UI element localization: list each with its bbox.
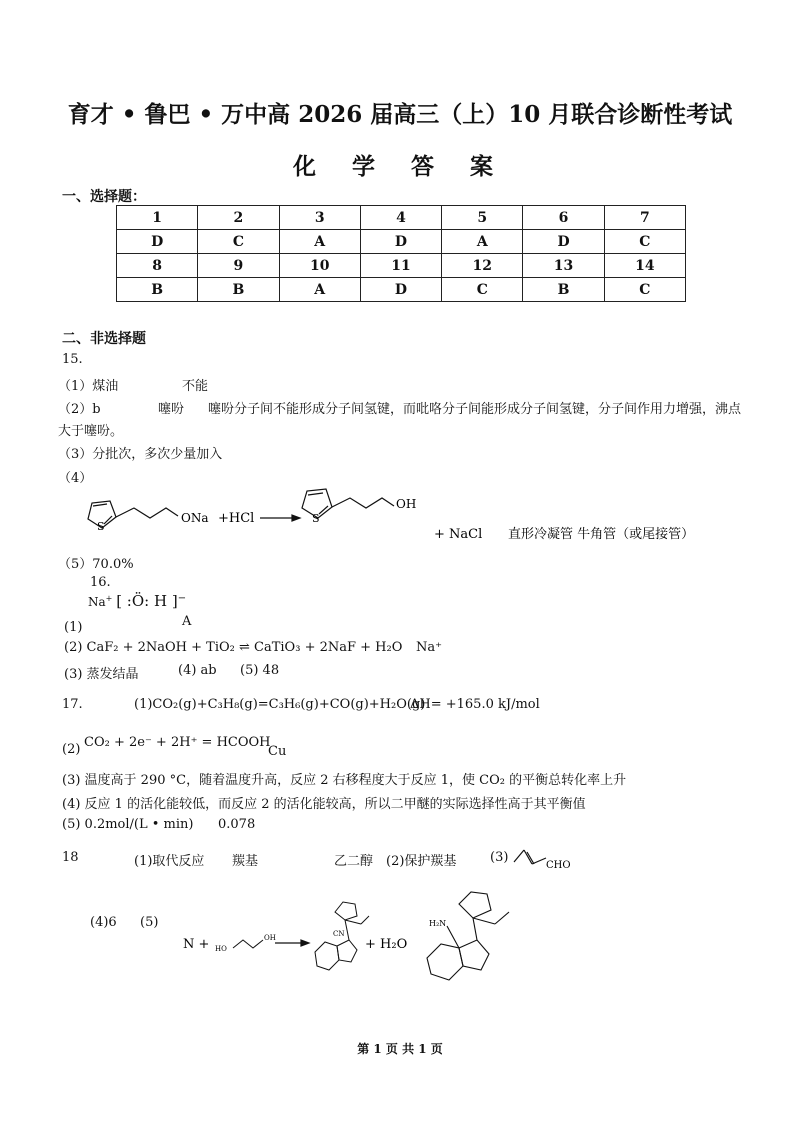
table-cell: 11: [360, 254, 441, 278]
q15-answer-2: （2）b: [58, 402, 101, 417]
q15-answer-2d: 大于噻吩。: [58, 424, 124, 439]
n-plus-label: N +: [183, 937, 210, 952]
table-cell: B: [523, 278, 604, 302]
table-cell: 1: [117, 206, 198, 230]
q17-answer-2c: Cu: [268, 744, 287, 759]
q15-answer-2b: 噻吩: [158, 402, 185, 417]
table-cell: A: [279, 278, 360, 302]
q16-answer-4: (4) ab: [178, 663, 217, 678]
table-row: [117, 254, 686, 278]
electron-formula: [88, 592, 186, 610]
q18-answer-5: (5): [140, 915, 159, 930]
table-cell: A: [442, 230, 523, 254]
reaction-arrow: [260, 515, 300, 521]
q15-answer-1b: 不能: [182, 379, 209, 394]
q18-answer-2: (2)保护羰基: [386, 854, 457, 869]
q18-synthesis-scheme: [175, 890, 645, 1000]
q17-answer-5: (5) 0.2mol/(L • min): [62, 817, 194, 832]
table-cell: 4: [360, 206, 441, 230]
section1-label: 一、选择题：: [62, 189, 146, 205]
q18-answer-3: (3): [490, 850, 509, 865]
table-cell: 3: [279, 206, 360, 230]
q18-answer-1: (1)取代反应: [134, 854, 205, 869]
h2n-label: H₂N: [429, 919, 447, 928]
water-label: + H₂O: [365, 937, 408, 952]
q15-answer-1: （1）煤油: [58, 379, 119, 394]
sodium-symbol: Na: [88, 595, 106, 609]
table-cell: 12: [442, 254, 523, 278]
oh-label: OH: [396, 497, 417, 511]
table-cell: D: [117, 230, 198, 254]
table-cell: 9: [198, 254, 279, 278]
table-cell: D: [360, 230, 441, 254]
table-cell: 14: [604, 254, 685, 278]
q18-answer-4: (4)6: [90, 915, 117, 930]
sodium-charge: +: [105, 594, 113, 603]
ona-label: ONa: [181, 511, 209, 525]
thiophene-s-label-1: S: [97, 520, 105, 533]
q16-answer-1: (1): [64, 620, 83, 635]
q17-answer-4: (4) 反应 1 的活化能较低，而反应 2 的活化能较高，所以二甲醚的实际选择性高于其平衡值: [62, 797, 586, 812]
hcl-label: +HCl: [218, 511, 255, 526]
table-cell: C: [604, 278, 685, 302]
table-row: [117, 230, 686, 254]
table-cell: A: [279, 230, 360, 254]
q16-answer-3: (3) 蒸发结晶: [64, 667, 139, 682]
q16-answer-1b: A: [182, 614, 192, 629]
q15-answer-2c: 噻吩分子间不能形成分子间氢键，而吡咯分子间能形成分子间氢键，分子间作用力增强，沸点: [208, 402, 742, 417]
amine-product-structure: [427, 892, 509, 980]
q15-reaction-scheme: [60, 480, 760, 550]
cn-label: CN: [333, 930, 345, 938]
thiophene-s-label-2: S: [312, 512, 320, 525]
hydroxide-charge: −: [177, 593, 187, 604]
q18-answer-1c: 乙二醇: [334, 854, 374, 869]
table-cell: 8: [117, 254, 198, 278]
table-cell: D: [360, 278, 441, 302]
table-cell: 7: [604, 206, 685, 230]
ho-label: HO: [215, 945, 227, 953]
page-footer: 第 1 页 共 1 页: [357, 1042, 443, 1056]
q17-answer-1: (1)CO₂(g)+C₃H₈(g)=C₃H₆(g)+CO(g)+H₂O(g): [134, 697, 426, 712]
q17-answer-2: (2): [62, 742, 81, 757]
q18-aldehyde-structure: [510, 838, 590, 878]
table-cell: 5: [442, 206, 523, 230]
q16-answer-5: (5) 48: [240, 663, 280, 678]
q18-answer-1b: 羰基: [232, 854, 259, 869]
oh-label-2: OH: [264, 934, 276, 942]
q15-answer-4: （4）: [58, 471, 93, 486]
table-cell: B: [198, 278, 279, 302]
q15-answer-5: （5）70.0%: [58, 557, 134, 572]
nacl-label: + NaCl: [434, 527, 483, 542]
hydroxide-structure: [ :Ö: H ]: [116, 592, 178, 610]
q18-number: 18: [62, 850, 79, 865]
q17-answer-1b: ΔH= +165.0 kJ/mol: [410, 697, 540, 712]
q17-answer-5b: 0.078: [218, 817, 256, 832]
table-row: [117, 278, 686, 302]
q17-answer-3: (3) 温度高于 290 °C，随着温度升高，反应 2 右移程度大于反应 1，使 CO₂ 的平衡总转化率上升: [62, 773, 627, 788]
page-subtitle: 化 学 答 案: [292, 153, 508, 180]
table-cell: B: [117, 278, 198, 302]
q15-number: 15.: [62, 352, 83, 367]
q15-answer-3: （3）分批次，多次少量加入: [58, 447, 223, 462]
table-cell: C: [604, 230, 685, 254]
table-cell: C: [442, 278, 523, 302]
answer-table: [116, 205, 686, 302]
q15-answer-4b: 直形冷凝管 牛角管（或尾接管）: [508, 527, 695, 542]
q17-number: 17.: [62, 697, 83, 712]
q16-answer-2: (2) CaF₂ + 2NaOH + TiO₂ ⇌ CaTiO₃ + 2NaF + H₂O: [64, 640, 403, 655]
section2-label: 二、非选择题: [62, 331, 146, 347]
table-cell: 2: [198, 206, 279, 230]
table-cell: 13: [523, 254, 604, 278]
page-title: 育才 • 鲁巴 • 万中高 2026 届高三（上）10 月联合诊断性考试: [67, 101, 733, 128]
q16-answer-2b: Na⁺: [416, 640, 442, 655]
table-row: [117, 206, 686, 230]
synthesis-arrow: [275, 940, 309, 946]
q16-number: 16.: [90, 575, 111, 590]
q17-answer-2b: CO₂ + 2e⁻ + 2H⁺ = HCOOH: [84, 735, 271, 750]
table-cell: 10: [279, 254, 360, 278]
cho-label: CHO: [546, 860, 571, 871]
table-cell: 6: [523, 206, 604, 230]
table-cell: D: [523, 230, 604, 254]
ethylene-glycol: [233, 940, 263, 948]
table-cell: C: [198, 230, 279, 254]
